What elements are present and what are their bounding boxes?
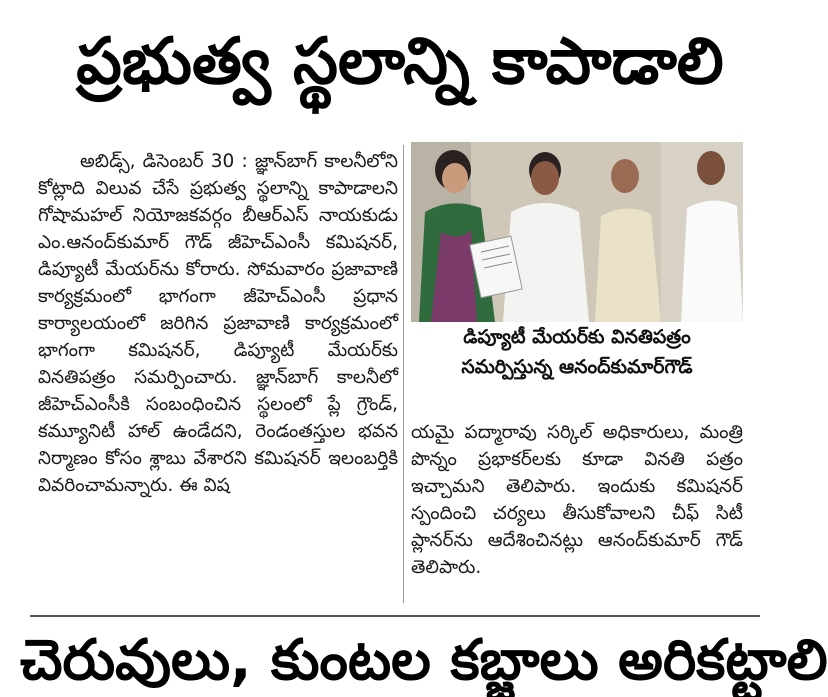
- article-headline: ప్రభుత్వ స్థలాన్ని కాపాడాలి: [76, 25, 724, 99]
- photo-caption: [411, 322, 743, 382]
- article-body-left-column: [38, 148, 398, 499]
- column-divider: [403, 145, 404, 603]
- article-body-text: అబిడ్స్, డిసెంబర్ 30 : జ్ఞాన్‌బాగ్ కాలనీలోని కోట్లాది విలువ చేసే ప్రభుత్వ స్థలాన్ని కాపాడాలని గోషామహల్ నియోజకవర్గం బీఆర్ఎస్ నాయకుడు ఎం.ఆనంద్‌కుమార్ గౌడ్ జీహెచ్ఎంసీ కమిషనర్, డిప్యూటీ మేయర్‌ను కోరారు. సోమవారం ప్రజావాణి కార్యక్రమంలో భాగంగా జీహెచ్ఎంసీ ప్రధాన కార్యాలయంలో జరిగిన ప్రజావాణి కార్యక్రమంలో భాగంగా కమిషనర్, డిప్యూటీ మేయర్‌కు వినతిపత్రం సమర్పించారు. జ్ఞాన్‌బాగ్ కాలనీలో జీహెచ్ఎంసీకి సంబంధించిన స్థలంలో ప్లే గ్రౌండ్, కమ్యూనిటీ హాల్ ఉండేదని, రెండంతస్తుల భవన నిర్మాణం కోసం శ్లాబు వేశారని కమిషనర్ ఇలంబర్తికి వివరించామన్నారు. ఈ విష: [38, 151, 398, 496]
- article-body-continued: యమై పద్మారావు సర్కిల్ అధికారులు, మంత్రి పొన్నం ప్రభాకర్‌లకు కూడా వినతి పత్రం ఇచ్చామని తెలిపారు. ఇందుకు కమిషనర్ స్పందించి చర్యలు తీసుకోవాలని చీఫ్ సిటీ ప్లానర్‌ను ఆదేశించినట్లు ఆనంద్‌కుమార్ గౌడ్ తెలిపారు.: [411, 422, 743, 578]
- news-photo: [411, 142, 743, 322]
- next-article-headline: చెరువులు, కుంటల కబ్జాలు అరికట్టాలి: [20, 628, 828, 693]
- article-body-right-column: [411, 419, 743, 581]
- caption-line-1: డిప్యూటీ మేయర్‌కు వినతిపత్రం: [463, 326, 691, 348]
- caption-line-2: సమర్పిస్తున్న ఆనంద్‌కుమార్‌గౌడ్: [461, 356, 693, 378]
- photo-illustration: [411, 142, 743, 322]
- section-divider: [30, 615, 760, 617]
